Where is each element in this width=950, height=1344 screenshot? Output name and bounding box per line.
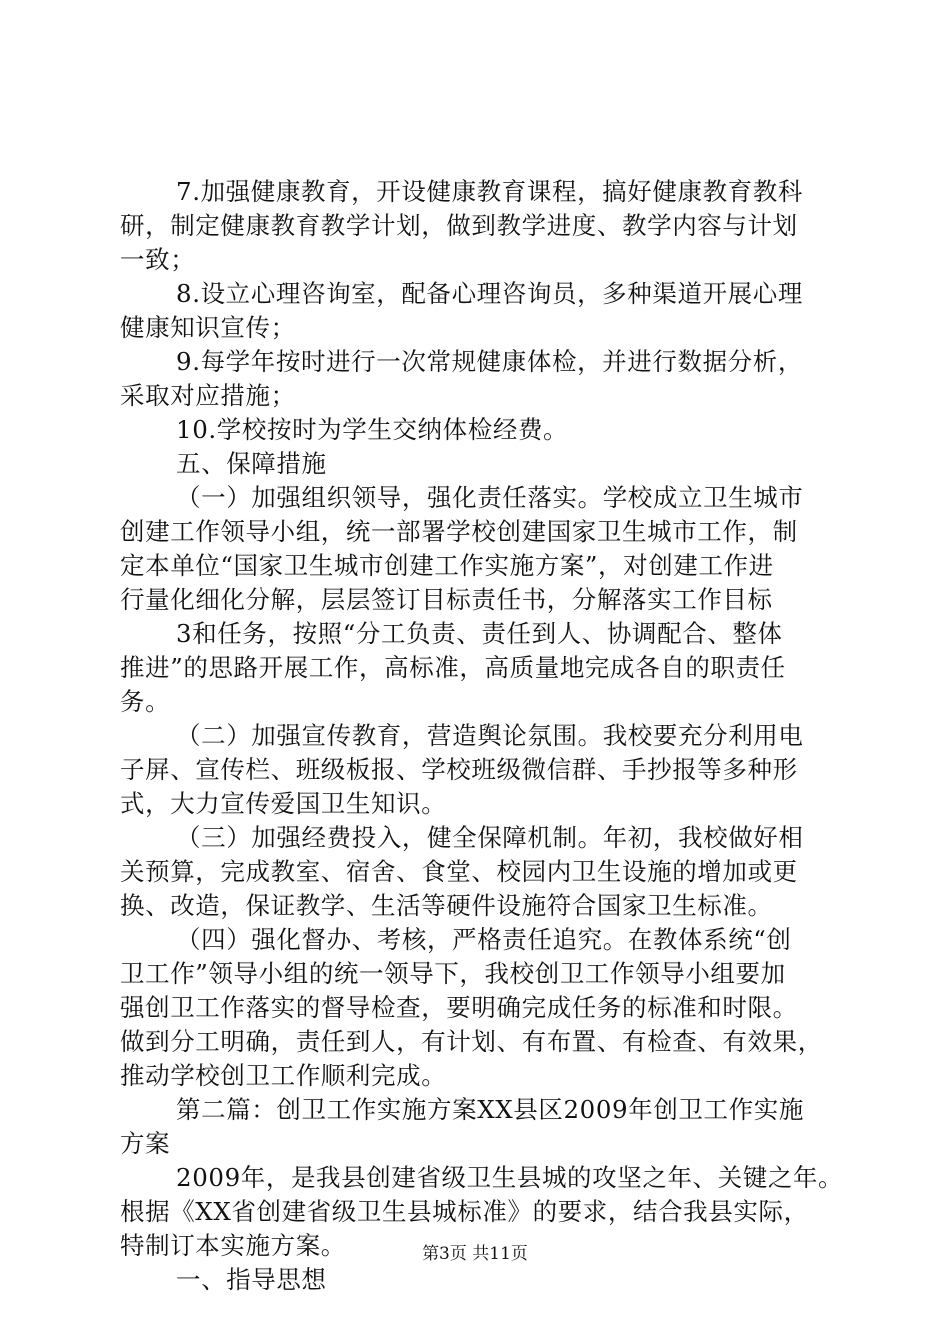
text-line: 换、改造，保证教学、生活等硬件设施符合国家卫生标准。 xyxy=(120,891,773,920)
text-line: 健康知识宣传； xyxy=(120,313,296,342)
chapter-title: 第二篇：创卫工作实施方案XX县区2009年创卫工作实施 xyxy=(176,1095,804,1124)
text-line: 定本单位“国家卫生城市创建工作实施方案”，对创建工作进 xyxy=(120,551,774,580)
text-line: 采取对应措施； xyxy=(120,381,296,410)
text-line: 根据《XX省创建省级卫生县城标准》的要求，结合我县实际， xyxy=(120,1197,809,1226)
page-number: 第3页 共11页 xyxy=(422,1244,528,1264)
text-line: 创建工作领导小组，统一部署学校创建国家卫生城市工作，制 xyxy=(120,517,798,546)
text-line: 2009年，是我县创建省级卫生县城的攻坚之年、关键之年。 xyxy=(176,1163,844,1192)
text-line: 子屏、宣传栏、班级板报、学校班级微信群、手抄报等多种形 xyxy=(120,755,798,784)
text-line: 一致； xyxy=(120,245,196,274)
text-line: （四）强化督办、考核，严格责任追究。在教体系统“创 xyxy=(176,925,792,954)
text-line: （二）加强宣传教育，营造舆论氛围。我校要充分利用电 xyxy=(176,721,804,750)
text-line: 式，大力宣传爱国卫生知识。 xyxy=(120,789,447,818)
text-line: 强创卫工作落实的督导检查，要明确完成任务的标准和时限。 xyxy=(120,993,798,1022)
text-line: 特制订本实施方案。 xyxy=(120,1231,346,1260)
text-line: 推进”的思路开展工作，高标准，高质量地完成各自的职责任 xyxy=(120,653,786,682)
text-line: 8.设立心理咨询室，配备心理咨询员，多种渠道开展心理 xyxy=(176,279,803,308)
text-line: 卫工作”领导小组的统一领导下，我校创卫工作领导小组要加 xyxy=(120,959,786,988)
text-line: 10.学校按时为学生交纳体检经费。 xyxy=(176,415,569,444)
section-heading: 五、保障措施 xyxy=(176,449,327,478)
text-line: 3和任务，按照“分工负责、责任到人、协调配合、整体 xyxy=(176,619,783,648)
text-line: 9.每学年按时进行一次常规健康体检，并进行数据分析， xyxy=(176,347,803,376)
text-line: 做到分工明确，责任到人，有计划、有布置、有检查、有效果， xyxy=(120,1027,823,1056)
section-heading: 一、指导思想 xyxy=(176,1265,327,1294)
text-line: 研，制定健康教育教学计划，做到教学进度、教学内容与计划 xyxy=(120,211,798,240)
text-line: 7.加强健康教育，开设健康教育课程，搞好健康教育教科 xyxy=(176,177,803,206)
text-line: 推动学校创卫工作顺利完成。 xyxy=(120,1061,447,1090)
text-line: （三）加强经费投入，健全保障机制。年初，我校做好相 xyxy=(176,823,804,852)
text-line: 行量化细化分解，层层签订目标责任书，分解落实工作目标 xyxy=(120,585,773,614)
text-line: 务。 xyxy=(120,687,171,716)
chapter-title: 方案 xyxy=(120,1129,171,1158)
text-line: 关预算，完成教室、宿舍、食堂、校园内卫生设施的增加或更 xyxy=(120,857,798,886)
text-line: （一）加强组织领导，强化责任落实。学校成立卫生城市 xyxy=(176,483,804,512)
